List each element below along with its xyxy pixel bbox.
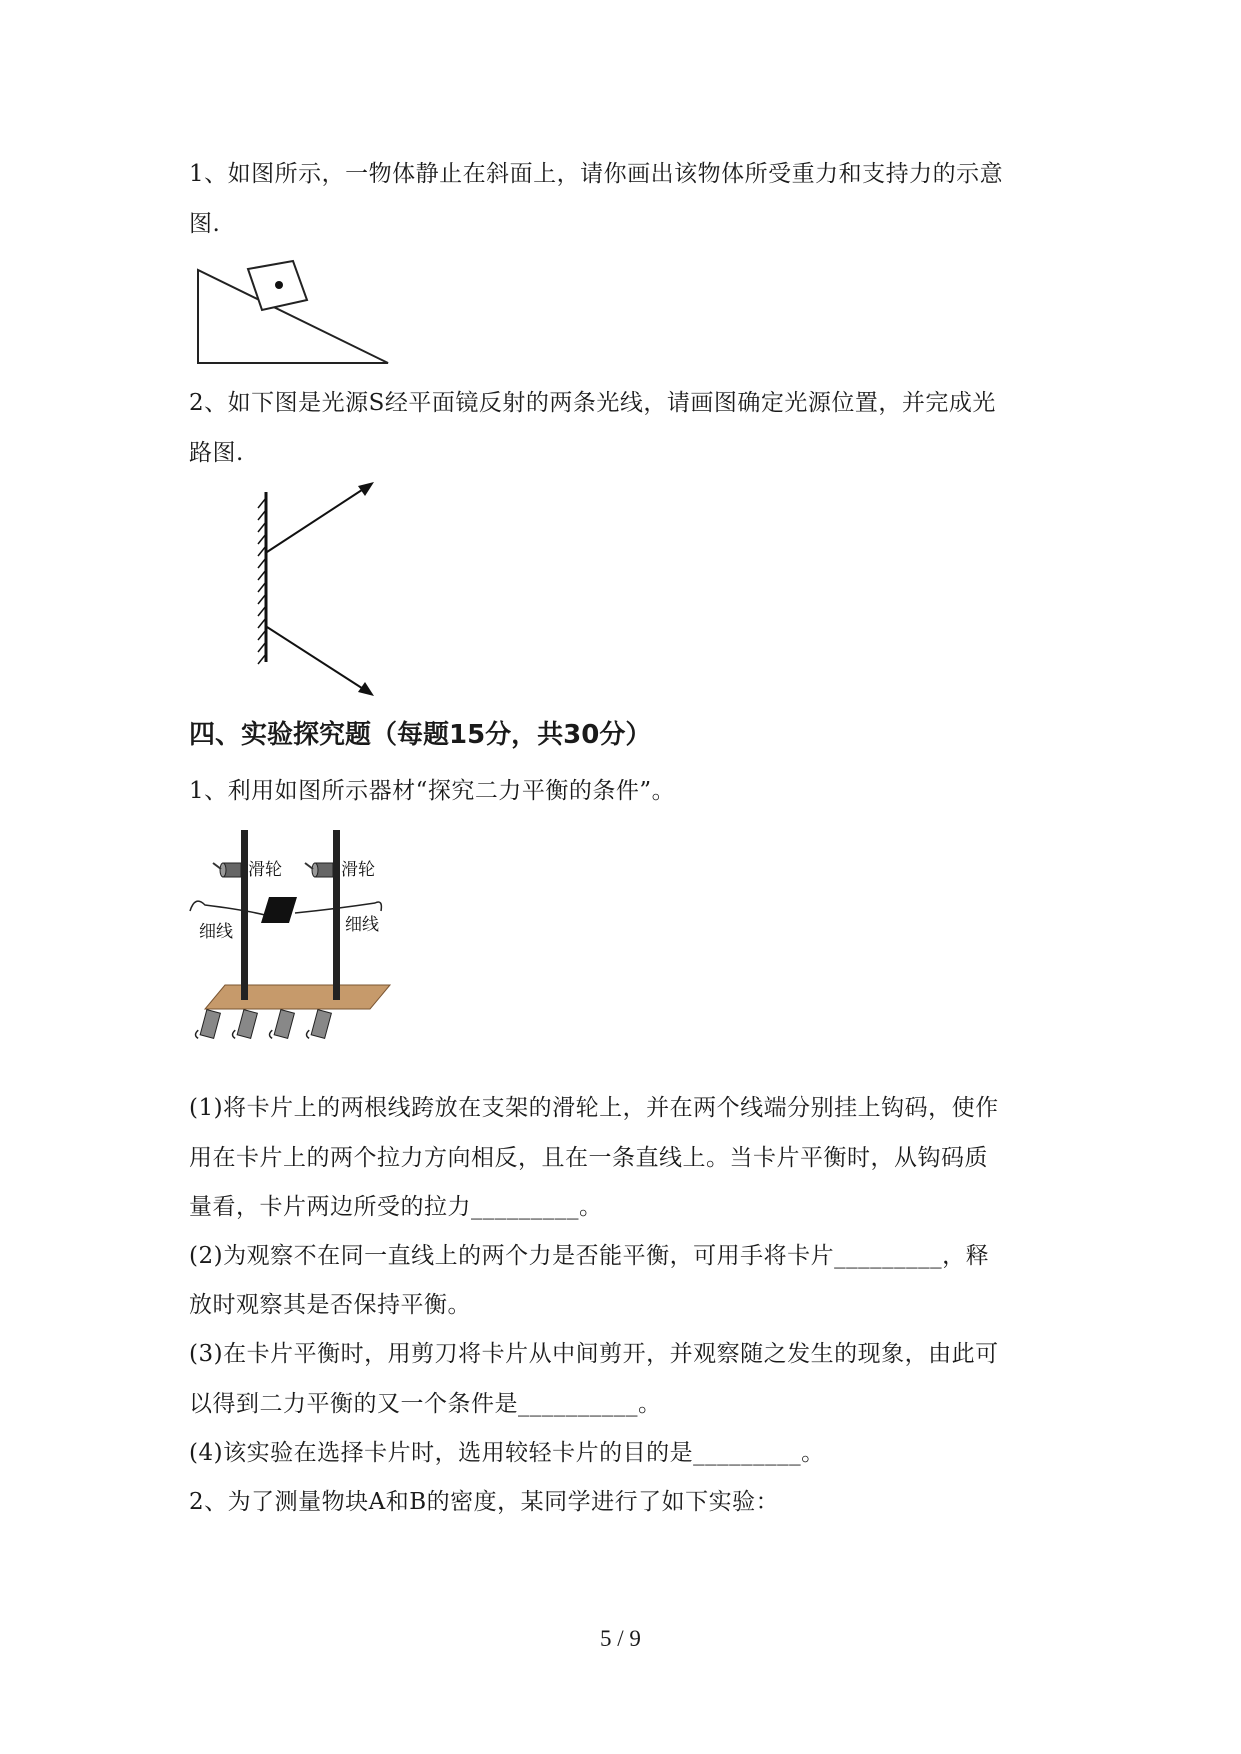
right-pulley-icon xyxy=(305,863,333,877)
arrow-upper-icon xyxy=(358,482,374,496)
pulley-label-left: 滑轮 xyxy=(248,860,282,880)
exp1-p1-line2: 用在卡片上的两个拉力方向相反，且在一条直线上。当卡片平衡时，从钩码质 xyxy=(189,1145,988,1171)
exp1-p1-line3: 量看，卡片两边所受的拉力_________。 xyxy=(189,1194,603,1220)
left-pole xyxy=(241,830,248,1000)
string-label-right: 细线 xyxy=(345,915,379,935)
incline-figure xyxy=(190,250,400,370)
reflected-ray-lower xyxy=(267,627,368,692)
wooden-base xyxy=(205,985,390,1009)
pulley-label-right: 滑轮 xyxy=(341,860,375,880)
exp1-p2-line2: 放时观察其是否保持平衡。 xyxy=(189,1292,471,1318)
exp2-intro: 2、为了测量物块A和B的密度，某同学进行了如下实验： xyxy=(189,1489,780,1515)
mirror-figure xyxy=(240,470,390,710)
balance-apparatus-figure xyxy=(185,825,405,1070)
q2-text-line1: 2、如下图是光源S经平面镜反射的两条光线，请画图确定光源位置，并完成光 xyxy=(189,390,996,416)
q1-text-line1: 1、如图所示，一物体静止在斜面上，请你画出该物体所受重力和支持力的示意 xyxy=(189,161,1004,187)
hook-weights-icon xyxy=(195,1008,332,1042)
block-center-dot xyxy=(275,281,283,289)
exp1-intro: 1、利用如图所示器材“探究二力平衡的条件”。 xyxy=(189,778,676,804)
reflected-ray-upper xyxy=(267,486,368,552)
exp1-p2-line1: (2)为观察不在同一直线上的两个力是否能平衡，可用手将卡片_________，释 xyxy=(189,1243,990,1269)
string-label-left: 细线 xyxy=(199,922,233,942)
exp1-p3-line2: 以得到二力平衡的又一个条件是__________。 xyxy=(189,1391,662,1417)
q1-text-line2: 图. xyxy=(189,211,221,237)
exp1-p3-line1: (3)在卡片平衡时，用剪刀将卡片从中间剪开，并观察随之发生的现象，由此可 xyxy=(189,1341,999,1367)
left-pulley-icon xyxy=(213,863,241,877)
card xyxy=(261,897,297,923)
page-number: 5 / 9 xyxy=(600,1626,641,1651)
arrow-lower-icon xyxy=(358,682,374,696)
exp1-p1-line1: (1)将卡片上的两根线跨放在支架的滑轮上，并在两个线端分别挂上钩码，使作 xyxy=(189,1095,999,1121)
right-pole xyxy=(333,830,340,1000)
exp1-p4-line1: (4)该实验在选择卡片时，选用较轻卡片的目的是_________。 xyxy=(189,1440,825,1466)
q2-text-line2: 路图. xyxy=(189,440,244,466)
section-heading: 四、实验探究题（每题15分，共30分） xyxy=(189,720,652,750)
